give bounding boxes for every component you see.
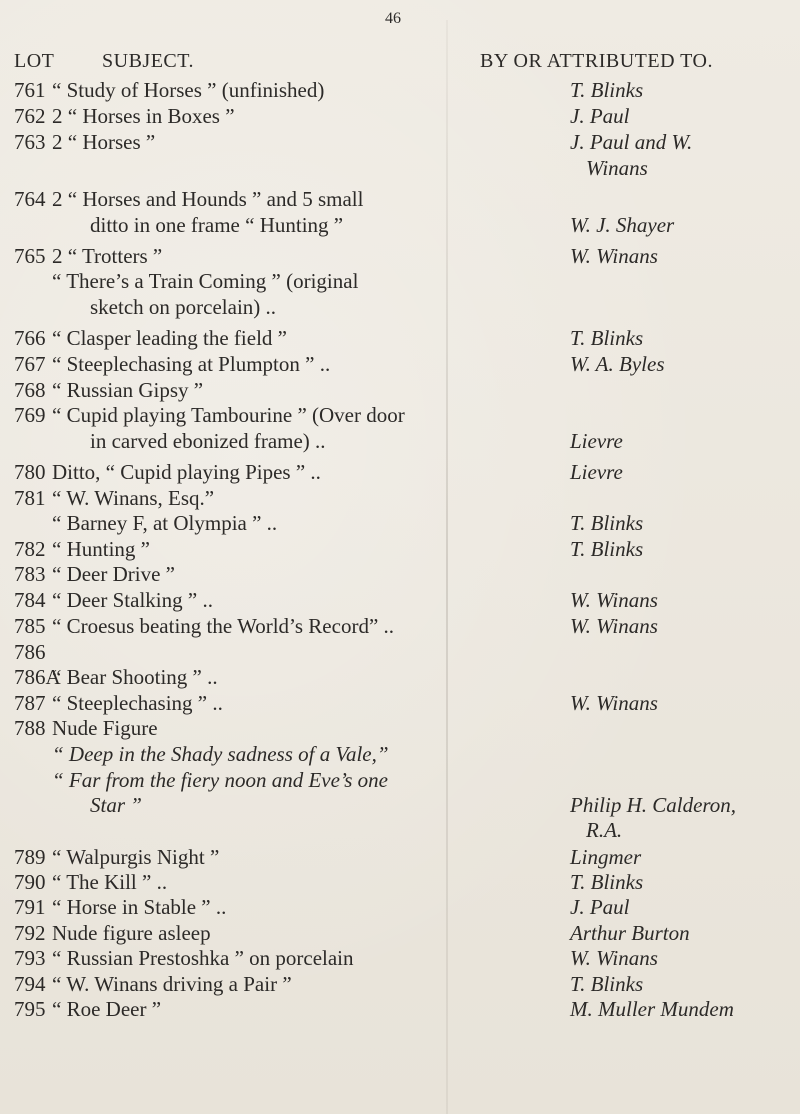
catalogue-line <box>0 352 800 378</box>
lot-subject: “ Cupid playing Tambourine ” (Over door <box>52 403 405 427</box>
catalogue-line <box>0 104 800 130</box>
catalogue-line <box>0 818 800 844</box>
lot-number: 787 <box>14 691 46 715</box>
lot-subject: “ Walpurgis Night ” <box>52 845 220 869</box>
lot-subject: “ There’s a Train Coming ” (original <box>52 269 359 293</box>
lot-number: 767 <box>14 352 46 376</box>
catalogue-line <box>0 378 800 404</box>
lot-subject: “ W. Winans driving a Pair ” <box>52 972 292 996</box>
catalogue-line <box>0 997 800 1023</box>
lot-subject: “ Roe Deer ” <box>52 997 162 1021</box>
catalogue-line <box>0 640 800 666</box>
lot-subject: “ Croesus beating the World’s Record” .. <box>52 614 395 638</box>
lot-artist: Arthur Burton <box>570 921 690 945</box>
lot-subject: “ W. Winans, Esq.” <box>52 486 215 510</box>
lot-number: 788 <box>14 716 46 740</box>
lot-number: 761 <box>14 78 46 102</box>
catalogue-line <box>0 562 800 588</box>
catalogue-line <box>0 870 800 896</box>
lot-subject: 2 “ Trotters ” <box>52 244 163 268</box>
lot-subject: “ Russian Gipsy ” <box>52 378 204 402</box>
catalogue-line <box>0 460 800 486</box>
lot-subject: Star ” <box>90 793 142 817</box>
page-number: 46 <box>385 10 401 27</box>
lot-artist: W. J. Shayer <box>570 213 675 237</box>
lot-number: 792 <box>14 921 46 945</box>
catalogue-line <box>0 130 800 156</box>
catalogue-line <box>0 895 800 921</box>
lot-subject: in carved ebonized frame) .. <box>90 429 326 453</box>
catalogue-line <box>0 768 800 794</box>
lot-number: 781 <box>14 486 46 510</box>
lot-artist: M. Muller Mundem <box>570 997 734 1021</box>
lot-number: 789 <box>14 845 46 869</box>
lot-artist: Lievre <box>570 429 623 453</box>
lot-subject: “ Far from the fiery noon and Eve’s one <box>52 768 388 792</box>
lot-artist: W. Winans <box>570 614 658 638</box>
lot-number: 766 <box>14 326 46 350</box>
lot-number: 795 <box>14 997 46 1021</box>
lot-number: 780 <box>14 460 46 484</box>
catalogue-line <box>0 213 800 239</box>
lot-artist: J. Paul and W. <box>570 130 693 154</box>
lot-artist: T. Blinks <box>570 870 644 894</box>
lot-artist: Philip H. Calderon, <box>570 793 737 817</box>
catalogue-line <box>0 716 800 742</box>
lot-number: 765 <box>14 244 46 268</box>
lot-artist: W. Winans <box>570 691 658 715</box>
lot-number: 791 <box>14 895 46 919</box>
lot-subject: Nude Figure <box>52 716 158 740</box>
catalogue-line <box>0 921 800 947</box>
header-subject: SUBJECT. <box>102 50 194 72</box>
lot-subject: Ditto, “ Cupid playing Pipes ” .. <box>52 460 321 484</box>
lot-subject: Nude figure asleep <box>52 921 211 945</box>
lot-subject: “ Hunting ” <box>52 537 150 561</box>
lot-artist: Lingmer <box>570 845 642 869</box>
lot-subject: sketch on porcelain) .. <box>90 295 277 319</box>
catalogue-line <box>0 742 800 768</box>
catalogue-line <box>0 187 800 213</box>
lot-subject: 2 “ Horses and Hounds ” and 5 small <box>52 187 364 211</box>
lot-number: 794 <box>14 972 46 996</box>
catalogue-line <box>0 403 800 429</box>
catalogue-line <box>0 326 800 352</box>
lot-number: 769 <box>14 403 46 427</box>
lot-number: 768 <box>14 378 46 402</box>
catalogue-line <box>0 429 800 455</box>
catalogue-line <box>0 156 800 182</box>
lot-artist: W. Winans <box>570 588 658 612</box>
catalogue-line <box>0 295 800 321</box>
lot-subject: “ Russian Prestoshka ” on porcelain <box>52 946 354 970</box>
lot-number: 764 <box>14 187 46 211</box>
lot-number: 784 <box>14 588 46 612</box>
catalogue-line <box>0 78 800 104</box>
lot-artist: W. Winans <box>570 946 658 970</box>
lot-artist: T. Blinks <box>570 78 644 102</box>
catalogue-line <box>0 511 800 537</box>
lot-subject: “ Steeplechasing at Plumpton ” .. <box>52 352 331 376</box>
header-attributed: BY OR ATTRIBUTED TO. <box>480 50 713 72</box>
catalogue-line <box>0 972 800 998</box>
catalogue-line <box>0 691 800 717</box>
lot-number: 786A <box>14 665 61 689</box>
catalogue-line <box>0 486 800 512</box>
lot-subject: “ Horse in Stable ” .. <box>52 895 227 919</box>
header-lot: LOT <box>14 50 55 72</box>
lot-subject: “ Deep in the Shady sadness of a Vale,” <box>52 742 389 766</box>
lot-number: 785 <box>14 614 46 638</box>
catalogue-line <box>0 946 800 972</box>
lot-artist: R.A. <box>586 818 623 842</box>
lot-artist: T. Blinks <box>570 326 644 350</box>
lot-artist: T. Blinks <box>570 972 644 996</box>
lot-artist: T. Blinks <box>570 511 644 535</box>
lot-subject: “ Clasper leading the field ” <box>52 326 287 350</box>
lot-artist: W. A. Byles <box>570 352 665 376</box>
lot-subject: “ Barney F, at Olympia ” .. <box>52 511 278 535</box>
catalogue-line <box>0 588 800 614</box>
lot-subject: 2 “ Horses ” <box>52 130 156 154</box>
catalogue-line <box>0 537 800 563</box>
lot-number: 786 <box>14 640 46 664</box>
lot-artist: Winans <box>586 156 648 180</box>
lot-number: 790 <box>14 870 46 894</box>
lot-number: 793 <box>14 946 46 970</box>
lot-artist: W. Winans <box>570 244 658 268</box>
lot-number: 762 <box>14 104 46 128</box>
lot-subject: “ Steeplechasing ” .. <box>52 691 223 715</box>
catalogue-line <box>0 614 800 640</box>
lot-number: 782 <box>14 537 46 561</box>
lot-artist: T. Blinks <box>570 537 644 561</box>
catalogue-line <box>0 269 800 295</box>
lot-subject: “ Deer Stalking ” .. <box>52 588 213 612</box>
lot-subject: “ Study of Horses ” (unfinished) <box>52 78 325 102</box>
lot-subject: 2 “ Horses in Boxes ” <box>52 104 235 128</box>
lot-number: 783 <box>14 562 46 586</box>
lot-number: 763 <box>14 130 46 154</box>
lot-artist: Lievre <box>570 460 623 484</box>
lot-subject: “ Deer Drive ” <box>52 562 176 586</box>
catalogue-line <box>0 845 800 871</box>
catalogue-line <box>0 665 800 691</box>
lot-artist: J. Paul <box>570 895 630 919</box>
lot-subject: “ The Kill ” .. <box>52 870 168 894</box>
lot-artist: J. Paul <box>570 104 630 128</box>
catalogue-line <box>0 793 800 819</box>
lot-subject: “ Bear Shooting ” .. <box>52 665 218 689</box>
lot-subject: ditto in one frame “ Hunting ” <box>90 213 344 237</box>
catalogue-line <box>0 244 800 270</box>
